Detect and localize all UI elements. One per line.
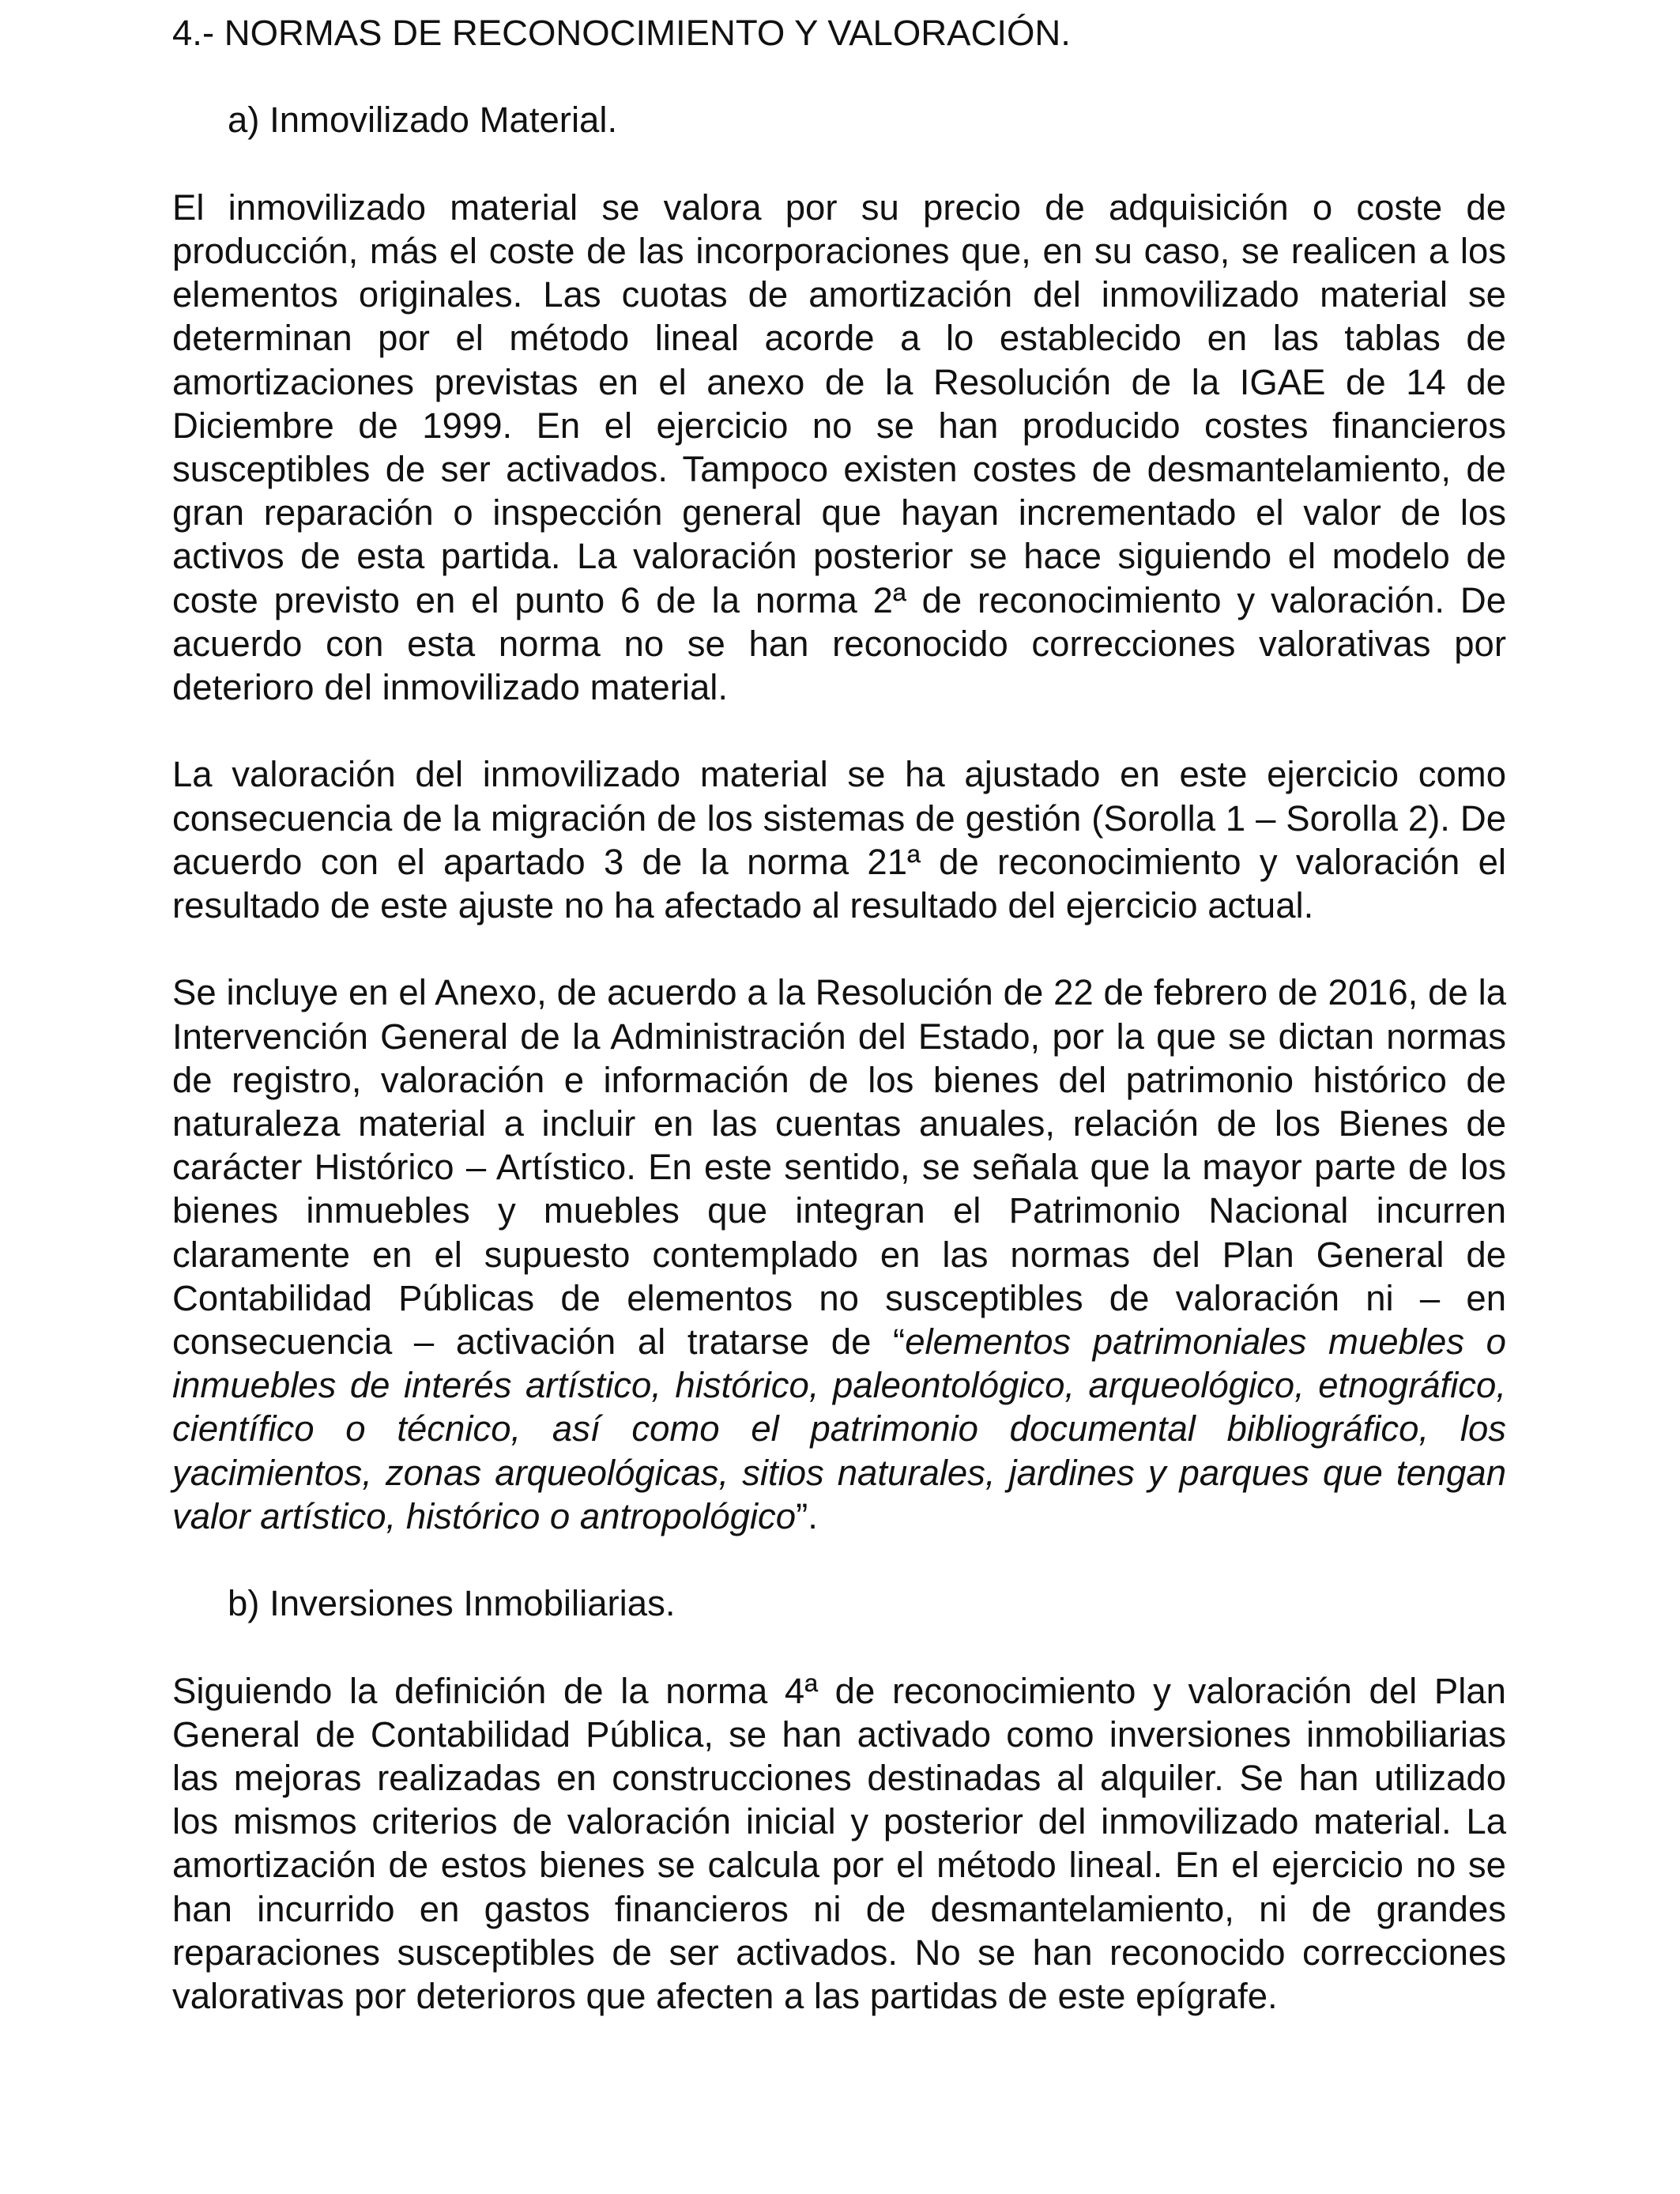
section-title: 4.- NORMAS DE RECONOCIMIENTO Y VALORACIÓN. xyxy=(172,13,1071,53)
bienes-historicos-end: ”. xyxy=(796,1495,818,1536)
document-page xyxy=(172,11,1506,2018)
bienes-historicos-quote: elementos patrimoniales muebles o inmuebles de interés artístico, histórico, paleontológico, arqueológico, etnográfico, científico o técnico, así como el patrimonio documental bibliográfico, los yacimientos, zonas arqueológicas, sitios naturales, jardines y parques que tengan valor artístico, histórico o antropológico xyxy=(172,1321,1506,1536)
paragraph-inversiones-inmobiliarias: Siguiendo la definición de la norma 4ª de reconocimiento y valoración del Plan General de Contabilidad Pública, se han activado como inversiones inmobiliarias las mejoras realizadas en construcciones destinadas al alquiler. Se han utilizado los mismos criterios de valoración inicial y posterior del inmovilizado material. La amortización de estos bienes se calcula por el método lineal. En el ejercicio no se han incurrido en gastos financieros ni de desmantelamiento, ni de grandes reparaciones susceptibles de ser activados. No se han reconocido correcciones valorativas por deterioros que afecten a las partidas de este epígrafe. xyxy=(172,1670,1506,2017)
paragraph-inmovilizado-valoracion: El inmovilizado material se valora por su precio de adquisición o coste de producción, más el coste de las incorporaciones que, en su caso, se realicen a los elementos originales. Las cuotas de amortización del inmovilizado material se determinan por el método lineal acorde a lo establecido en las tablas de amortizaciones previstas en el anexo de la Resolución de la IGAE de 14 de Diciembre de 1999. En el ejercicio no se han producido costes financieros susceptibles de ser activados. Tampoco existen costes de desmantelamiento, de gran reparación o inspección general que hayan incrementado el valor de los activos de esta partida. La valoración posterior se hace siguiendo el modelo de coste previsto en el punto 6 de la norma 2ª de reconocimiento y valoración. De acuerdo con esta norma no se han reconocido correcciones valorativas por deterioro del inmovilizado material. xyxy=(172,187,1506,708)
subsection-heading-inmovilizado: a) Inmovilizado Material. xyxy=(228,100,618,141)
subsection-heading-inversiones: b) Inversiones Inmobiliarias. xyxy=(228,1583,676,1624)
paragraph-bienes-historicos xyxy=(172,971,1506,1538)
bienes-historicos-intro: Se incluye en el Anexo, de acuerdo a la Resolución de 22 de febrero de 2016, de la Intervención General de la Administración del Estado, por la que se dictan normas de registro, valoración e información de los bienes del patrimonio histórico de naturaleza material a incluir en las cuentas anuales, relación de los Bienes de carácter Histórico – Artístico. En este sentido, se señala que la mayor parte de los bienes inmuebles y muebles que integran el Patrimonio Nacional incurren claramente en el supuesto contemplado en las normas del Plan General de Contabilidad Públicas de elementos no susceptibles de valoración ni – en consecuencia – activación al tratarse de “ xyxy=(172,972,1506,1363)
paragraph-inmovilizado-ajuste: La valoración del inmovilizado material se ha ajustado en este ejercicio como consecuencia de la migración de los sistemas de gestión (Sorolla 1 – Sorolla 2). De acuerdo con el apartado 3 de la norma 21ª de reconocimiento y valoración el resultado de este ajuste no ha afectado al resultado del ejercicio actual. xyxy=(172,754,1506,926)
